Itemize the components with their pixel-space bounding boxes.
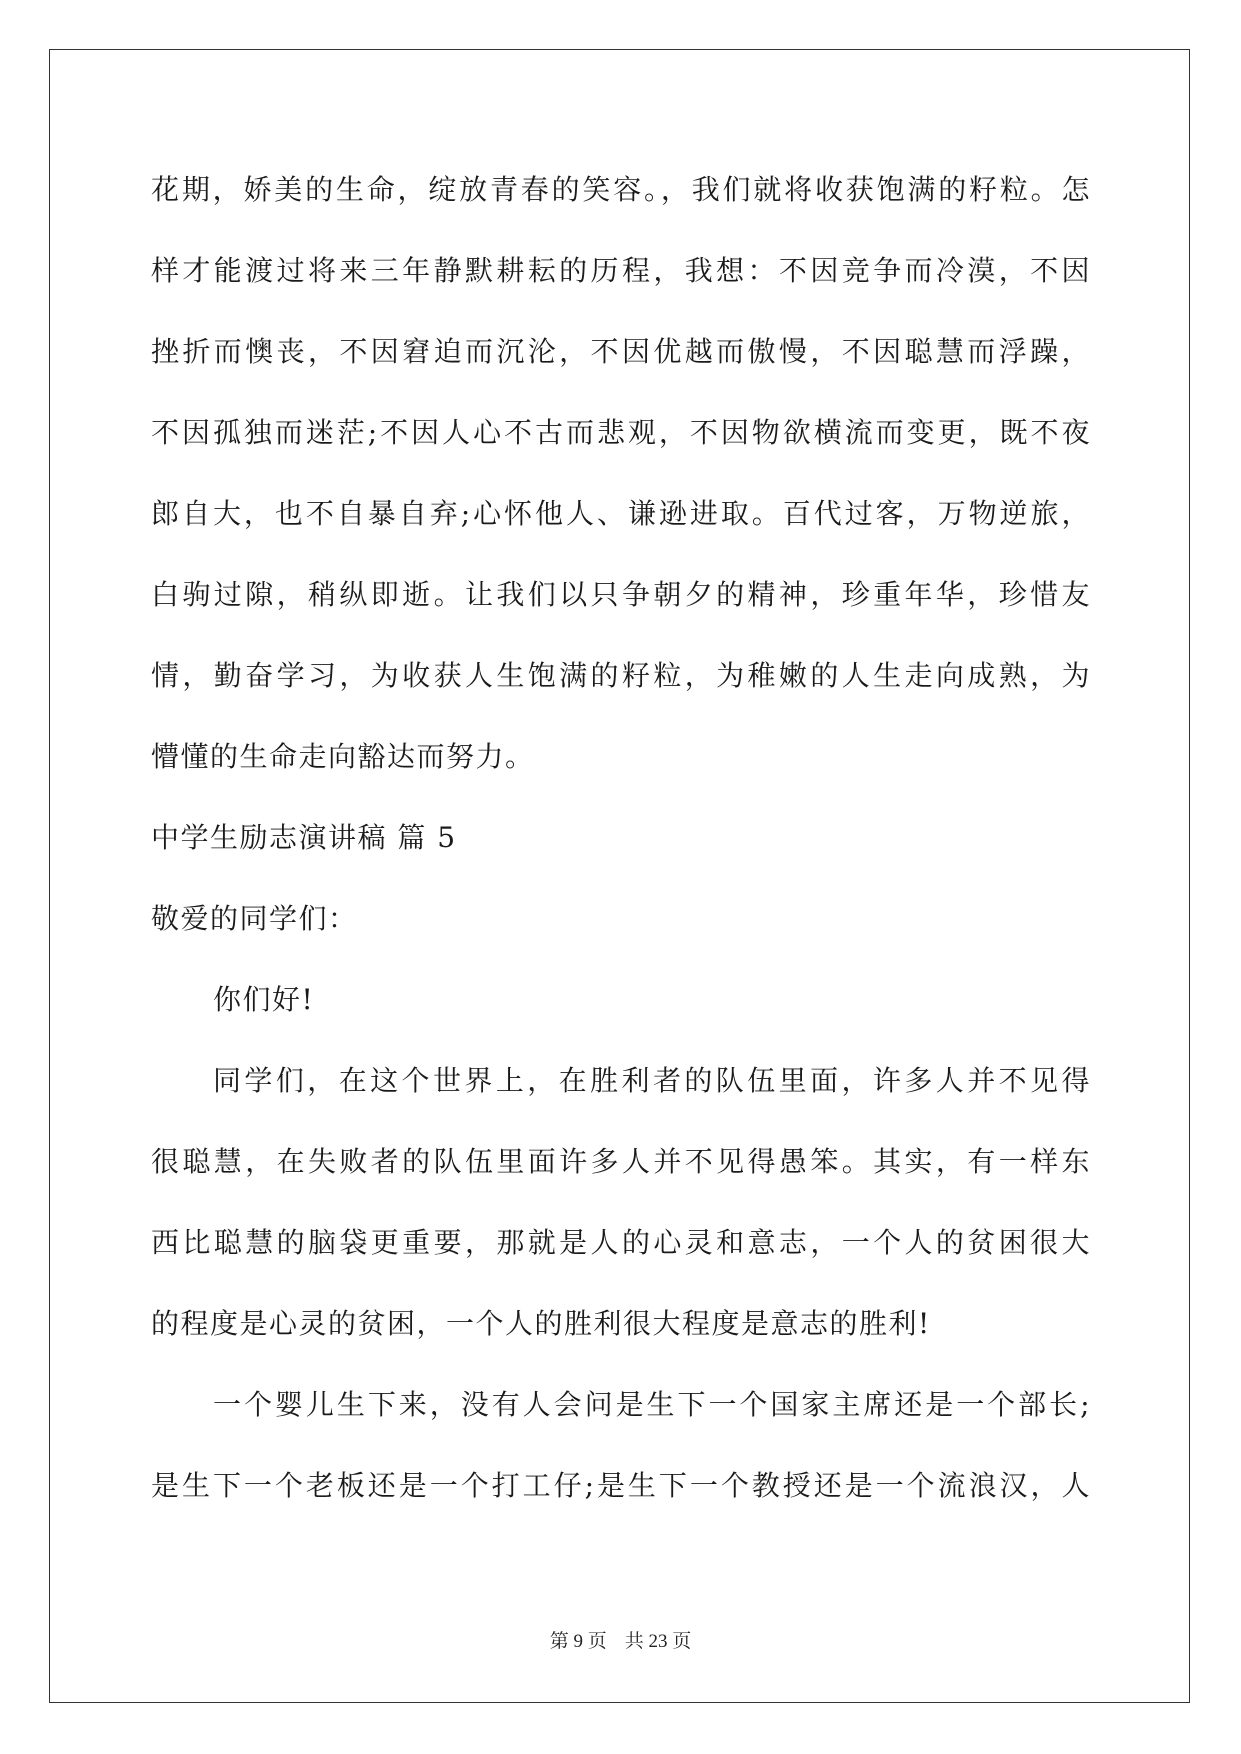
body-line: 郎自大，也不自暴自弃;心怀他人、谦逊进取。百代过客，万物逆旅， bbox=[151, 497, 1091, 530]
body-line: 很聪慧，在失败者的队伍里面许多人并不见得愚笨。其实，有一样东 bbox=[151, 1145, 1091, 1178]
body-line: 是生下一个老板还是一个打工仔;是生下一个教授还是一个流浪汉，人 bbox=[151, 1469, 1091, 1502]
body-line: 样才能渡过将来三年静默耕耘的历程，我想：不因竞争而冷漠，不因 bbox=[151, 254, 1091, 287]
body-line: 懵懂的生命走向豁达而努力。 bbox=[151, 740, 535, 773]
body-line: 情，勤奋学习，为收获人生饱满的籽粒，为稚嫩的人生走向成熟，为 bbox=[151, 659, 1091, 692]
section-heading: 中学生励志演讲稿 篇 5 bbox=[151, 821, 457, 854]
body-line: 西比聪慧的脑袋更重要，那就是人的心灵和意志，一个人的贫困很大 bbox=[151, 1226, 1091, 1259]
body-line: 同学们，在这个世界上，在胜利者的队伍里面，许多人并不见得 bbox=[213, 1064, 1091, 1097]
body-line: 花期，娇美的生命，绽放青春的笑容。，我们就将收获饱满的籽粒。怎 bbox=[151, 173, 1091, 206]
total-pages: 共 23 页 bbox=[624, 1631, 692, 1652]
body-line: 白驹过隙，稍纵即逝。让我们以只争朝夕的精神，珍重年华，珍惜友 bbox=[151, 578, 1091, 611]
document-body bbox=[151, 160, 1091, 1537]
body-line: 一个婴儿生下来，没有人会问是生下一个国家主席还是一个部长; bbox=[213, 1388, 1091, 1421]
page-footer bbox=[0, 1626, 1241, 1653]
body-line: 挫折而懊丧，不因窘迫而沉沦，不因优越而傲慢，不因聪慧而浮躁， bbox=[151, 335, 1091, 368]
greeting: 你们好! bbox=[213, 983, 315, 1016]
page-number: 第 9 页 bbox=[549, 1631, 607, 1652]
salutation: 敬爱的同学们： bbox=[151, 902, 358, 935]
body-line: 的程度是心灵的贫困，一个人的胜利很大程度是意志的胜利! bbox=[151, 1307, 931, 1340]
body-line: 不因孤独而迷茫;不因人心不古而悲观，不因物欲横流而变更，既不夜 bbox=[151, 416, 1091, 449]
